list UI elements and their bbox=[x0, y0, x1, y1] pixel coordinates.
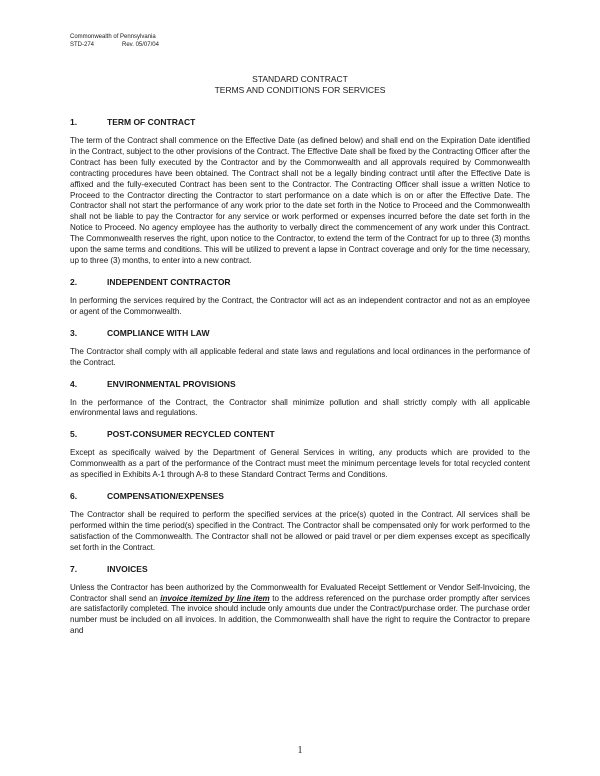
section-title: TERM OF CONTRACT bbox=[107, 117, 196, 127]
section-heading bbox=[70, 328, 530, 339]
title-line-1: STANDARD CONTRACT bbox=[252, 74, 348, 84]
section-number: 6. bbox=[70, 491, 78, 502]
section-number: 7. bbox=[70, 563, 78, 574]
form-number: STD-274 bbox=[70, 42, 95, 48]
section-invoices bbox=[70, 564, 530, 638]
section-term-of-contract bbox=[70, 117, 530, 267]
section-heading bbox=[70, 379, 530, 390]
section-compliance-with-law bbox=[70, 328, 530, 369]
section-title: COMPLIANCE WITH LAW bbox=[107, 327, 210, 338]
page-number: 1 bbox=[297, 745, 303, 756]
invoice-itemized-emphasis: invoice itemized by line item bbox=[160, 593, 270, 603]
section-heading bbox=[70, 429, 530, 440]
section-heading bbox=[70, 277, 530, 288]
section-paragraph: The Contractor shall be required to perform the specified services at the price(s) quoted in the Contract. All services shall be performed within the time period(s) specified in the Contract. The Contractor shall be compensated only for work performed to the satisfaction of the Commonwealth. The Contractor shall not be allowed or paid travel or per diem expenses except as specifically set forth in the Contract. bbox=[70, 510, 530, 552]
section-number: 5. bbox=[70, 429, 78, 440]
section-heading bbox=[70, 117, 530, 128]
document-header bbox=[70, 33, 159, 49]
section-title: COMPENSATION/EXPENSES bbox=[107, 491, 224, 502]
document-body bbox=[70, 117, 530, 647]
section-paragraph: The term of the Contract shall commence on the Effective Date (as defined below) and shall end on the Expiration Date identified in the Contract, subject to the other provisions of the Contract. The Effective Date shall be fixed by the Contracting Officer after the Contract has been fully executed by the Contractor and by the Commonwealth and all approvals required by Commonwealth contracting procedures have been obtained. The Contract shall not be a legally binding contract until after the Effective Date is affixed and the fully-executed Contract has been sent to the Contractor. The Contracting Officer shall issue a written Notice to Proceed to the Contractor directing the Contractor to start performance on a date which is on or after the Effective Date. The Contractor shall not start the performance of any work prior to the date set forth in the Notice to Proceed and the Commonwealth shall not be liable to pay the Contractor for any service or work performed or expenses incurred before the date set forth in the Notice to Proceed. No agency employee has the authority to verbally direct the commencement of any work under this Contract. The Commonwealth reserves the right, upon notice to the Contractor, to extend the term of the Contract for up to three (3) months upon the same terms and conditions. This will be utilized to prevent a lapse in Contract coverage and only for the time necessary, up to three (3) months, to enter into a new contract. bbox=[70, 136, 530, 265]
section-title: POST-CONSUMER RECYCLED CONTENT bbox=[107, 429, 275, 440]
section-number: 4. bbox=[70, 378, 78, 389]
section-compensation-expenses bbox=[70, 491, 530, 554]
section-paragraph: The Contractor shall comply with all applicable federal and state laws and regulations and local ordinances in the performance of the Contract. bbox=[70, 346, 530, 367]
section-title: ENVIRONMENTAL PROVISIONS bbox=[107, 378, 236, 389]
document-title bbox=[0, 74, 600, 96]
section-heading bbox=[70, 564, 530, 575]
section-number: 1. bbox=[70, 117, 78, 127]
form-id-line bbox=[70, 41, 159, 49]
revision-date: Rev. 05/07/04 bbox=[122, 42, 159, 48]
section-title: INVOICES bbox=[107, 563, 148, 574]
title-line-2: TERMS AND CONDITIONS FOR SERVICES bbox=[214, 85, 386, 95]
section-paragraph: Except as specifically waived by the Department of General Services in writing, any products which are provided to the Commonwealth as a part of the performance of the Contract must meet the minimum percentage levels for total recycled content as specified in Exhibits A-1 through A-8 to these Standard Contract Terms and Conditions. bbox=[70, 448, 530, 480]
section-environmental-provisions bbox=[70, 379, 530, 420]
section-title: INDEPENDENT CONTRACTOR bbox=[107, 276, 231, 287]
section-paragraph: In the performance of the Contract, the Contractor shall minimize pollution and shall strictly comply with all applicable environmental laws and regulations. bbox=[70, 397, 530, 418]
section-number: 3. bbox=[70, 327, 78, 338]
invoice-text-after: to the address referenced on the purchase order promptly after services are satisfactorily completed. The invoice should include only amounts due under the Contract/purchase order. The purchase order number must be included on all invoices. In addition, the Commonwealth shall have the right to require the Contractor to prepare and bbox=[70, 593, 530, 636]
section-recycled-content bbox=[70, 429, 530, 481]
section-independent-contractor bbox=[70, 277, 530, 318]
section-number: 2. bbox=[70, 276, 78, 287]
section-heading bbox=[70, 491, 530, 502]
org-name: Commonwealth of Pennsylvania bbox=[70, 34, 156, 40]
invoice-text-before: Unless the Contractor has been authorized by the Commonwealth for Evaluated Receipt Settlement or Vendor Self-Invoicing, the Contractor shall send an bbox=[70, 582, 530, 603]
section-paragraph bbox=[70, 583, 530, 638]
section-paragraph: In performing the services required by the Contract, the Contractor will act as an independent contractor and not as an employee or agent of the Commonwealth. bbox=[70, 295, 530, 316]
